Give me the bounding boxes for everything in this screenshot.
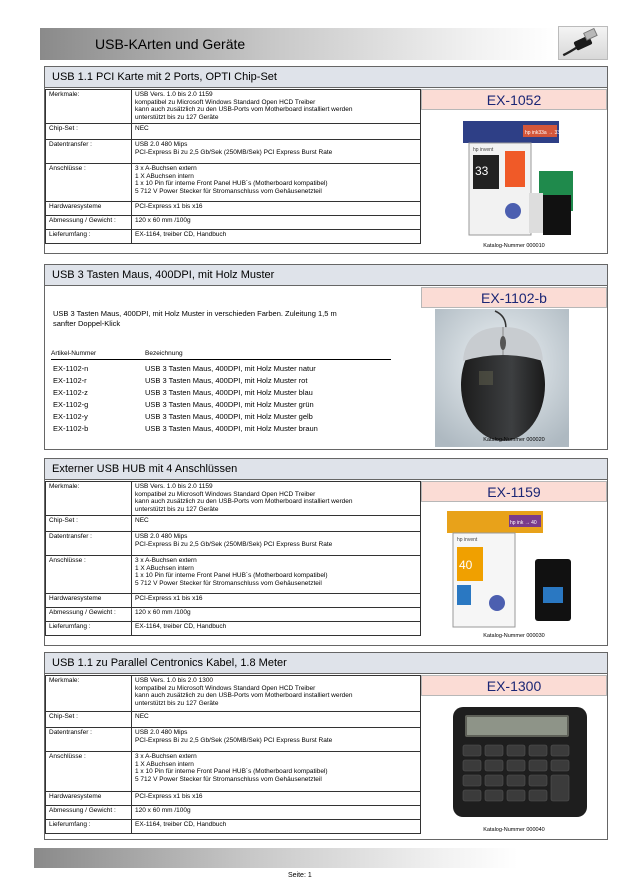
katalog-number: Katalog-Nummer 000010: [483, 243, 545, 249]
spec-label: Merkmale:: [46, 676, 132, 712]
spec-label: Chip-Set :: [46, 712, 132, 728]
spec-label: Lieferumfang :: [46, 230, 132, 244]
spec-label: Datentransfer :: [46, 140, 132, 164]
article-description: USB 3 Tasten Maus, 400DPI, mit Holz Muster gelb: [145, 412, 313, 421]
spec-value: USB 2.0 480 Mips PCI-Express Bi zu 2,5 Gb/Sek (250MB/Sek) PCI Express Burst Rate: [132, 140, 421, 164]
article-number: EX-1102-b: [53, 424, 89, 433]
spec-value: PCI-Express x1 bis x16: [132, 594, 421, 608]
product-section: [44, 66, 608, 254]
spec-label: Anschlüsse :: [46, 556, 132, 594]
spec-label: Datentransfer :: [46, 728, 132, 752]
spec-label: Hardwaresysteme: [46, 792, 132, 806]
spec-table: [45, 89, 421, 244]
article-description: USB 3 Tasten Maus, 400DPI, mit Holz Muster rot: [145, 376, 308, 385]
spec-label: Abmessung / Gewicht :: [46, 608, 132, 622]
list-item: [53, 388, 393, 400]
model-number: EX-1102-b: [421, 287, 607, 308]
product-photo-ink-cartridge: [443, 507, 583, 631]
katalog-number: Katalog-Nummer 000030: [483, 633, 545, 639]
katalog-number: Katalog-Nummer 000040: [483, 827, 545, 833]
spec-value: 120 x 60 mm /100g: [132, 216, 421, 230]
spec-value: USB 2.0 480 Mips PCI-Express Bi zu 2,5 Gb/Sek (250MB/Sek) PCI Express Burst Rate: [132, 728, 421, 752]
spec-value: 3 x A-Buchsen extern 1 X ABuchsen intern 1 x 10 Pin für interne Front Panel HUB´s (Motherboard kompatibel) 5 712 V Power Stecker für Stromanschluss vom Gehäusenetzteil: [132, 752, 421, 792]
product-section: [44, 652, 608, 840]
spec-label: Abmessung / Gewicht :: [46, 806, 132, 820]
list-item: [53, 424, 393, 436]
column-header: Artikel-Nummer: [51, 350, 97, 357]
column-header: Bezeichnung: [145, 350, 183, 357]
spec-label: Abmessung / Gewicht :: [46, 216, 132, 230]
spec-value: 3 x A-Buchsen extern 1 X ABuchsen intern 1 x 10 Pin für interne Front Panel HUB´s (Motherboard kompatibel) 5 712 V Power Stecker für Stromanschluss vom Gehäusenetzteil: [132, 556, 421, 594]
spec-label: Anschlüsse :: [46, 752, 132, 792]
usb-plug-icon: [558, 26, 608, 60]
model-number: EX-1300: [421, 675, 607, 696]
spec-table: [45, 481, 421, 636]
spec-value: EX-1164, treiber CD, Handbuch: [132, 230, 421, 244]
list-item: [53, 400, 393, 412]
article-number: EX-1102-y: [53, 412, 88, 421]
photo-text: hp invent: [473, 147, 494, 153]
spec-value: PCI-Express x1 bis x16: [132, 792, 421, 806]
spec-label: Merkmale:: [46, 482, 132, 516]
product-description: [53, 309, 403, 329]
article-description: USB 3 Tasten Maus, 400DPI, mit Holz Muster grün: [145, 400, 314, 409]
spec-label: Hardwaresysteme: [46, 202, 132, 216]
spec-value: PCI-Express x1 bis x16: [132, 202, 421, 216]
product-photo-ink-cartridge: [443, 115, 583, 239]
spec-value: 3 x A-Buchsen extern 1 X ABuchsen intern 1 x 10 Pin für interne Front Panel HUB´s (Motherboard kompatibel) 5 712 V Power Stecker für Stromanschluss vom Gehäusenetzteil: [132, 164, 421, 202]
photo-text: hp ink33a → 33: [525, 130, 561, 136]
footer-bar: [34, 848, 518, 868]
description-line: sanfter Doppel-Klick: [53, 319, 121, 328]
product-section: [44, 458, 608, 646]
page-number: Seite: 1: [288, 872, 312, 879]
list-item: [53, 364, 393, 376]
spec-value: USB Vers. 1.0 bis 2.0 1300 kompatibel zu Microsoft Windows Standard Open HCD Treiber kann auch zusätzlich zu den USB-Ports vom Motherboard installiert werden unterstützt bis zu 127 Geräte: [132, 676, 421, 712]
section-title: USB 3 Tasten Maus, 400DPI, mit Holz Muster: [45, 265, 607, 286]
article-number: EX-1102-r: [53, 376, 87, 385]
photo-text: 33: [475, 164, 489, 178]
list-item: [53, 376, 393, 388]
article-description: USB 3 Tasten Maus, 400DPI, mit Holz Muster braun: [145, 424, 318, 433]
section-title: USB 1.1 PCI Karte mit 2 Ports, OPTI Chip-Set: [45, 67, 607, 88]
section-title: USB 1.1 zu Parallel Centronics Kabel, 1.8 Meter: [45, 653, 607, 674]
photo-text: hp ink → 40: [510, 520, 537, 526]
spec-value: NEC: [132, 712, 421, 728]
spec-value: NEC: [132, 516, 421, 532]
article-table-header: [51, 350, 391, 360]
article-number: EX-1102-n: [53, 364, 89, 373]
spec-value: USB 2.0 480 Mips PCI-Express Bi zu 2,5 Gb/Sek (250MB/Sek) PCI Express Burst Rate: [132, 532, 421, 556]
spec-label: Hardwaresysteme: [46, 594, 132, 608]
product-photo-calculator: [445, 701, 595, 823]
article-description: USB 3 Tasten Maus, 400DPI, mit Holz Muster blau: [145, 388, 313, 397]
section-title: Externer USB HUB mit 4 Anschlüssen: [45, 459, 607, 480]
page-title: USB-KArten und Geräte: [95, 36, 246, 52]
article-description: USB 3 Tasten Maus, 400DPI, mit Holz Muster natur: [145, 364, 316, 373]
spec-label: Lieferumfang :: [46, 622, 132, 636]
spec-value: 120 x 60 mm /100g: [132, 806, 421, 820]
spec-value: USB Vers. 1.0 bis 2.0 1159 kompatibel zu Microsoft Windows Standard Open HCD Treiber kann auch zusätzlich zu den USB-Ports vom Motherboard installiert werden unterstützt bis zu 127 Geräte: [132, 90, 421, 124]
model-number: EX-1159: [421, 481, 607, 502]
spec-label: Datentransfer :: [46, 532, 132, 556]
spec-value: USB Vers. 1.0 bis 2.0 1159 kompatibel zu Microsoft Windows Standard Open HCD Treiber kann auch zusätzlich zu den USB-Ports vom Motherboard installiert werden unterstützt bis zu 127 Geräte: [132, 482, 421, 516]
photo-text: 40: [459, 558, 473, 572]
spec-label: Merkmale:: [46, 90, 132, 124]
article-number: EX-1102-g: [53, 400, 89, 409]
spec-value: EX-1164, treiber CD, Handbuch: [132, 820, 421, 834]
spec-table: [45, 675, 421, 834]
katalog-number: Katalog-Nummer 000020: [483, 437, 545, 443]
spec-label: Anschlüsse :: [46, 164, 132, 202]
description-line: USB 3 Tasten Maus, 400DPI, mit Holz Muster in verschieden Farben. Zuleitung 1,5 m: [53, 309, 337, 318]
spec-label: Chip-Set :: [46, 516, 132, 532]
article-list: [53, 364, 393, 436]
article-number: EX-1102-z: [53, 388, 88, 397]
spec-label: Lieferumfang :: [46, 820, 132, 834]
spec-value: NEC: [132, 124, 421, 140]
product-section: [44, 264, 608, 450]
spec-value: 120 x 60 mm /100g: [132, 608, 421, 622]
model-number: EX-1052: [421, 89, 607, 110]
spec-value: EX-1164, treiber CD, Handbuch: [132, 622, 421, 636]
photo-text: hp invent: [457, 537, 478, 543]
list-item: [53, 412, 393, 424]
spec-label: Chip-Set :: [46, 124, 132, 140]
product-photo-mouse: [435, 309, 569, 447]
